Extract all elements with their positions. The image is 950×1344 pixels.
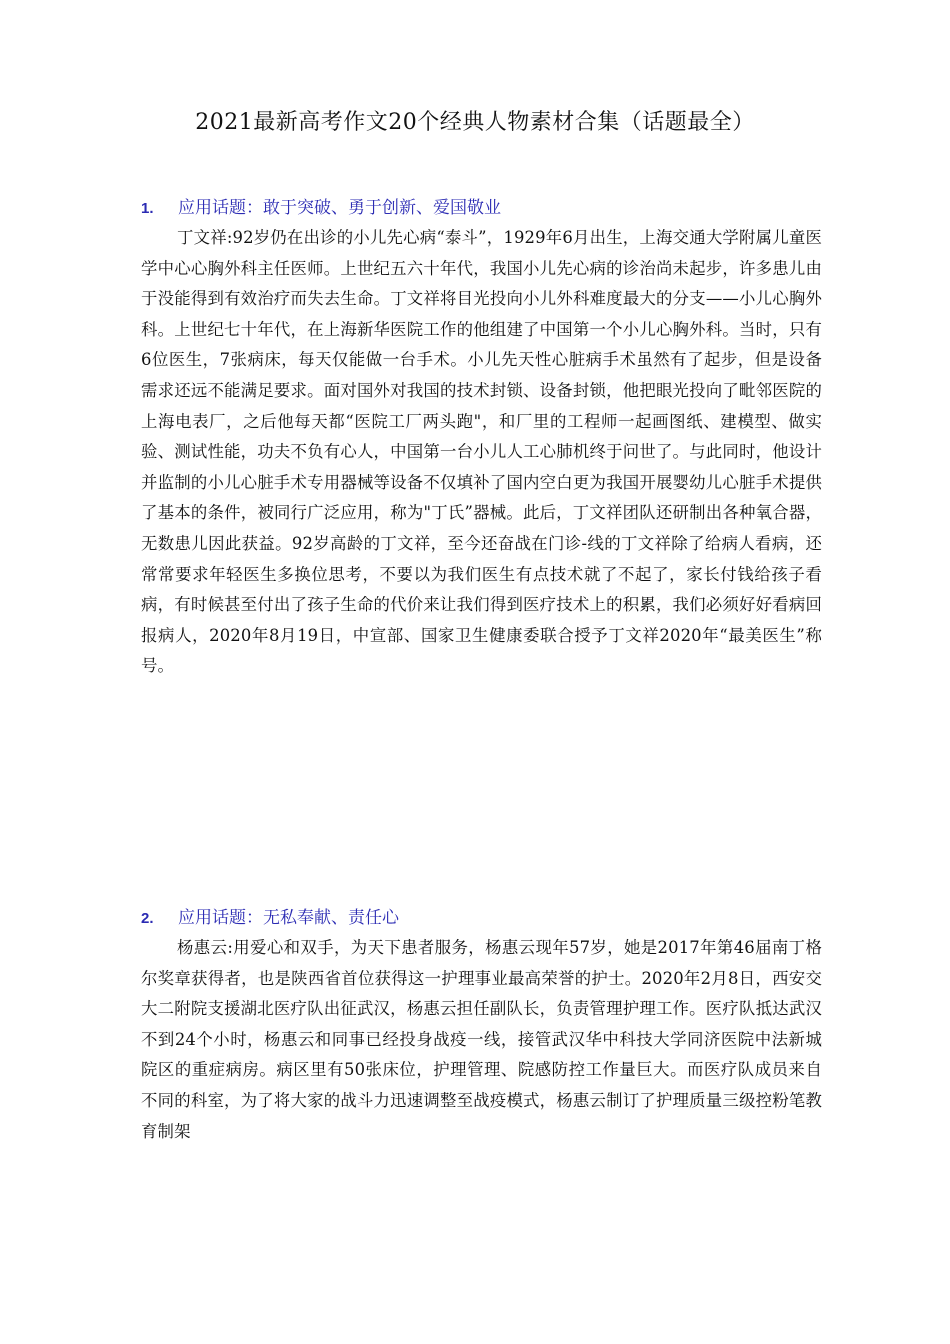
section-heading: [141, 193, 822, 223]
section-number: 1.: [141, 200, 154, 217]
section-heading: [141, 903, 822, 933]
document-title: 2021最新高考作文20个经典人物素材合集（话题最全）: [195, 110, 755, 135]
section-topic: 应用话题：无私奉献、责任心: [178, 908, 399, 928]
section-1: [141, 193, 822, 682]
section-topic: 应用话题：敢于突破、勇于创新、爱国敬业: [178, 198, 501, 218]
section-body: 杨惠云:用爱心和双手，为天下患者服务，杨惠云现年57岁，她是2017年第46届南丁格尔奖章获得者，也是陕西省首位获得这一护理事业最高荣誉的护士。2020年2月8日，西安交大二附院支援湖北医疗队出征武汉，杨惠云担任副队长，负责管理护理工作。医疗队抵达武汉不到24个小时，杨惠云和同事已经投身战疫一线，接管武汉华中科技大学同济医院中法新城院区的重症病房。病区里有50张床位，护理管理、院感防控工作量巨大。而医疗队成员来自不同的科室，为了将大家的战斗力迅速调整至战疫模式，杨惠云制订了护理质量三级控粉笔教育制架: [141, 938, 822, 1141]
section-body: 丁文祥:92岁仍在出诊的小儿先心病“泰斗”，1929年6月出生，上海交通大学附属儿童医学中心心胸外科主任医师。上世纪五六十年代，我国小儿先心病的诊治尚未起步，许多患儿由于没能得到有效治疗而失去生命。丁文祥将目光投向小儿外科难度最大的分支——小儿心胸外科。上世纪七十年代，在上海新华医院工作的他组建了中国第一个小儿心胸外科。当时，只有6位医生，7张病床，每天仅能做一台手术。小儿先天性心脏病手术虽然有了起步，但是设备需求还远不能满足要求。面对国外对我国的技术封锁、设备封锁，他把眼光投向了毗邻医院的上海电表厂，之后他每天都“医院工厂两头跑"，和厂里的工程师一起画图纸、建模型、做实验、测试性能，功夫不负有心人，中国第一台小儿人工心肺机终于问世了。与此同时，他设计并监制的小儿心脏手术专用器械等设备不仅填补了国内空白更为我国开展婴幼儿心脏手术提供了基本的条件，被同行广泛应用，称为"丁氏”器械。此后，丁文祥团队还研制出各种氧合器，无数患儿因此获益。92岁高龄的丁文祥，至今还奋战在门诊-线的丁文祥除了给病人看病，还常常要求年轻医生多换位思考，不要以为我们医生有点技术就了不起了，家长付钱给孩子看病，有时候甚至付出了孩子生命的代价来让我们得到医疗技术上的积累，我们必须好好看病回报病人，2020年8月19日，中宣部、国家卫生健康委联合授予丁文祥2020年“最美医生”称号。: [141, 228, 822, 676]
section-number: 2.: [141, 910, 154, 927]
section-2: [141, 903, 822, 1147]
